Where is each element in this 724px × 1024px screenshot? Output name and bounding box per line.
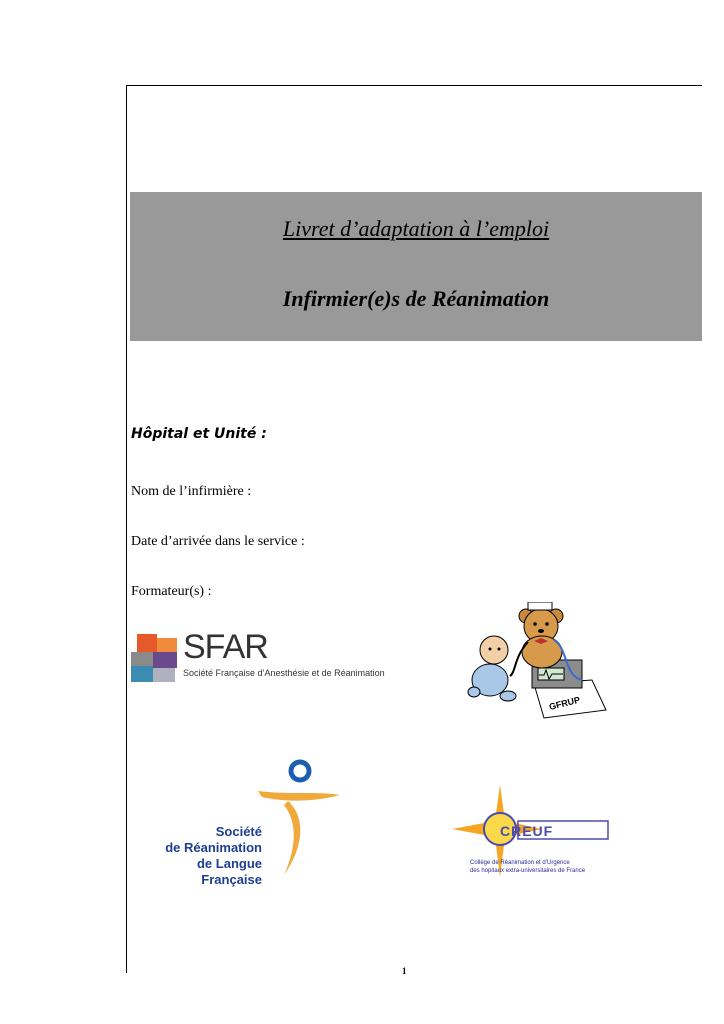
page-border-left xyxy=(126,85,127,973)
hospital-unit-label: Hôpital et Unité : xyxy=(131,426,267,442)
page-number: 1 xyxy=(402,966,407,976)
srlf-line-3: de Langue Française xyxy=(196,856,262,887)
gfrup-label: GFRUP xyxy=(548,694,582,712)
sfar-logo xyxy=(131,628,391,686)
srlf-line-2: de Réanimation xyxy=(165,840,262,855)
document-title: Livret d’adaptation à l’emploi xyxy=(282,216,550,241)
gfrup-logo xyxy=(464,602,610,722)
page-border-top xyxy=(126,85,702,86)
teddy-bear-baby-monitor-icon xyxy=(464,602,610,722)
sfar-squares-icon xyxy=(131,634,181,684)
creuf-caption-line-2: des hopitaux extra-universitaires de France xyxy=(470,868,586,874)
document-subtitle: Infirmier(e)s de Réanimation xyxy=(282,286,550,311)
creuf-name: CREUF xyxy=(500,823,554,839)
srlf-logo xyxy=(138,757,358,887)
nurse-name-label: Nom de l’infirmière : xyxy=(131,484,252,499)
sfar-name: SFAR xyxy=(183,628,268,666)
trainers-label: Formateur(s) : xyxy=(131,584,212,599)
srlf-name xyxy=(138,824,262,888)
srlf-line-1: Société xyxy=(215,824,262,839)
creuf-logo xyxy=(452,785,622,880)
title-banner xyxy=(130,192,702,341)
creuf-caption-line-1: Collège de Réanimation et d’Urgence xyxy=(470,860,570,866)
creuf-caption xyxy=(470,859,585,875)
arrival-date-label: Date d’arrivée dans le service : xyxy=(131,534,305,549)
sfar-subtitle: Société Française d’Anesthésie et de Réanimation xyxy=(183,668,385,678)
